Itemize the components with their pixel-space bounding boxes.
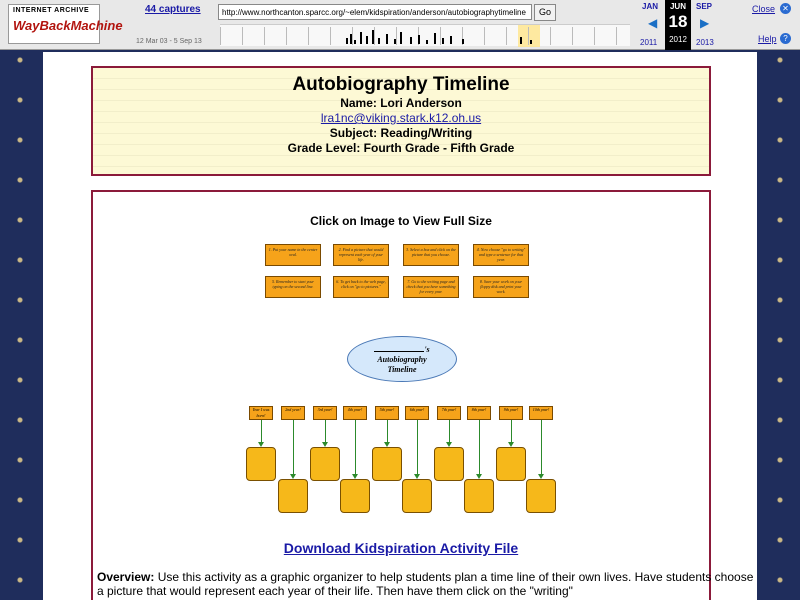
sparkline-tick <box>286 27 287 45</box>
sparkline-bar <box>394 39 396 44</box>
overview-label: Overview: <box>97 570 155 584</box>
sparkline-bar <box>410 37 412 44</box>
subject-line: Subject: Reading/Writing <box>329 126 473 140</box>
picture-box[interactable] <box>246 447 276 481</box>
sparkline-tick <box>550 27 551 45</box>
connector-line <box>293 420 294 474</box>
close-link[interactable]: Close <box>752 4 776 14</box>
sparkline-bar <box>360 32 362 44</box>
year-box[interactable]: 2nd year! <box>281 406 305 420</box>
page-content <box>43 52 757 600</box>
sparkline-bar <box>378 38 380 44</box>
sparkline-bar <box>442 38 444 44</box>
overview-paragraph <box>97 570 757 598</box>
sparkline-bar <box>530 40 532 44</box>
grade-line: Grade Level: Fourth Grade - Fifth Grade <box>287 141 515 155</box>
sparkline-tick <box>308 27 309 45</box>
wayback-toolbar <box>0 0 800 50</box>
picture-box[interactable] <box>278 479 308 513</box>
connector-line <box>387 420 388 442</box>
year-box[interactable]: 3rd year! <box>313 406 337 420</box>
next-month-link[interactable]: SEP <box>696 2 713 11</box>
sparkline-tick <box>572 27 573 45</box>
click-caption: Click on Image to View Full Size <box>310 214 492 228</box>
logo-top-text: INTERNET ARCHIVE <box>13 7 90 14</box>
step-box[interactable]: 5. Remember to start your typing on the second line. <box>265 276 321 298</box>
step-box[interactable]: 4. Now choose "go to writing" and type a sentence for that year. <box>473 244 529 266</box>
oval-suffix: 's <box>424 345 430 354</box>
logo-main-text: WayBackMachine <box>13 18 123 33</box>
sparkline-bar <box>520 37 522 44</box>
picture-box[interactable] <box>310 447 340 481</box>
sparkline-bar <box>366 36 368 44</box>
prev-year-link[interactable]: 2011 <box>640 38 658 47</box>
prev-month-link[interactable]: JAN <box>642 2 659 11</box>
author-name: Name: Lori Anderson <box>340 96 462 110</box>
step-box[interactable]: 6. To get back to the web page, click on "go to pictures." <box>333 276 389 298</box>
overview-text: Use this activity as a graphic organizer to help students plan a time line of their own lives. Have students choose a picture that would represent each year of their life. Then have them click on the "writing" <box>97 570 754 598</box>
picture-box[interactable] <box>340 479 370 513</box>
connector-line <box>511 420 512 442</box>
sparkline-bar <box>372 30 374 44</box>
step-box[interactable]: 3. Select a box and click on the picture that you choose. <box>403 244 459 266</box>
oval-line-2: Autobiography <box>377 355 427 364</box>
sparkline-bar <box>346 38 348 44</box>
sparkline-tick <box>594 27 595 45</box>
oval-line-3: Timeline <box>387 365 417 374</box>
picture-box[interactable] <box>526 479 556 513</box>
sparkline-tick <box>242 27 243 45</box>
picture-box[interactable] <box>402 479 432 513</box>
sparkline-tick <box>330 27 331 45</box>
help-link[interactable]: Help <box>758 34 777 44</box>
captures-link[interactable]: 44 captures <box>145 4 201 15</box>
sparkline-tick <box>616 27 617 45</box>
sparkline-bar <box>462 39 464 44</box>
sparkline-tick <box>374 27 375 45</box>
sparkline-bar <box>418 35 420 44</box>
picture-box[interactable] <box>434 447 464 481</box>
sparkline-bar <box>350 34 352 44</box>
sparkline-tick <box>264 27 265 45</box>
header-box <box>91 66 711 176</box>
current-day: 18 <box>665 12 691 32</box>
connector-line <box>355 420 356 474</box>
year-box[interactable]: 4th year! <box>343 406 367 420</box>
picture-box[interactable] <box>496 447 526 481</box>
next-arrow-icon[interactable]: ▶ <box>700 16 710 30</box>
sparkline-bar <box>450 36 452 44</box>
sparkline-bar <box>400 32 402 44</box>
sparkline-bar <box>426 40 428 44</box>
connector-line <box>449 420 450 442</box>
next-year-link[interactable]: 2013 <box>696 38 714 47</box>
year-box[interactable]: 5th year! <box>375 406 399 420</box>
connector-line <box>479 420 480 474</box>
year-box[interactable]: 10th year! <box>529 406 553 420</box>
step-box[interactable]: 1. Put your name in the center oval. <box>265 244 321 266</box>
picture-box[interactable] <box>464 479 494 513</box>
sparkline-bar <box>386 34 388 44</box>
help-icon[interactable]: ? <box>780 33 791 44</box>
sparkline-tick <box>220 27 221 45</box>
connector-line <box>325 420 326 442</box>
go-button[interactable]: Go <box>534 4 556 21</box>
connector-line <box>261 420 262 442</box>
sparkline-bar <box>434 33 436 44</box>
year-box[interactable]: 9th year! <box>499 406 523 420</box>
current-date <box>665 0 691 50</box>
sparkline-tick <box>528 27 529 45</box>
title-oval[interactable] <box>347 336 457 382</box>
capture-sparkline[interactable] <box>220 24 630 46</box>
step-box[interactable]: 2. Find a picture that would represent each year of your life. <box>333 244 389 266</box>
current-month: JUN <box>669 2 686 11</box>
connector-line <box>541 420 542 474</box>
sparkline-tick <box>506 27 507 45</box>
sparkline-tick <box>396 27 397 45</box>
picture-box[interactable] <box>372 447 402 481</box>
url-input[interactable]: http://www.northcanton.sparcc.org/~elem/kidspiration/anderson/autobiographytimeline <box>218 4 532 20</box>
email-link[interactable]: lra1nc@viking.stark.k12.oh.us <box>320 111 482 125</box>
sparkline-tick <box>484 27 485 45</box>
sparkline-tick <box>352 27 353 45</box>
current-year: 2012 <box>669 35 687 44</box>
sparkline-bar <box>354 40 356 44</box>
page-title: Autobiography Timeline <box>292 74 510 95</box>
prev-arrow-icon[interactable]: ◀ <box>648 16 658 30</box>
close-icon[interactable]: ✕ <box>780 3 791 14</box>
year-box[interactable]: 8th year! <box>467 406 491 420</box>
year-box[interactable]: 7th year! <box>437 406 461 420</box>
captures-range: 12 Mar 03 - 5 Sep 13 <box>136 38 202 45</box>
year-box[interactable]: Year I was born! <box>249 406 273 420</box>
connector-line <box>417 420 418 474</box>
sparkline-tick <box>440 27 441 45</box>
name-blank <box>374 346 424 352</box>
step-box[interactable]: 8. Save your work on your floppy disk and print your work. <box>473 276 529 298</box>
wayback-logo[interactable] <box>8 4 123 44</box>
download-link[interactable]: Download Kidspiration Activity File <box>283 540 519 556</box>
year-box[interactable]: 6th year! <box>405 406 429 420</box>
step-box[interactable]: 7. Go to the writing page and check that you have something for every year. <box>403 276 459 298</box>
content-box <box>91 190 711 600</box>
